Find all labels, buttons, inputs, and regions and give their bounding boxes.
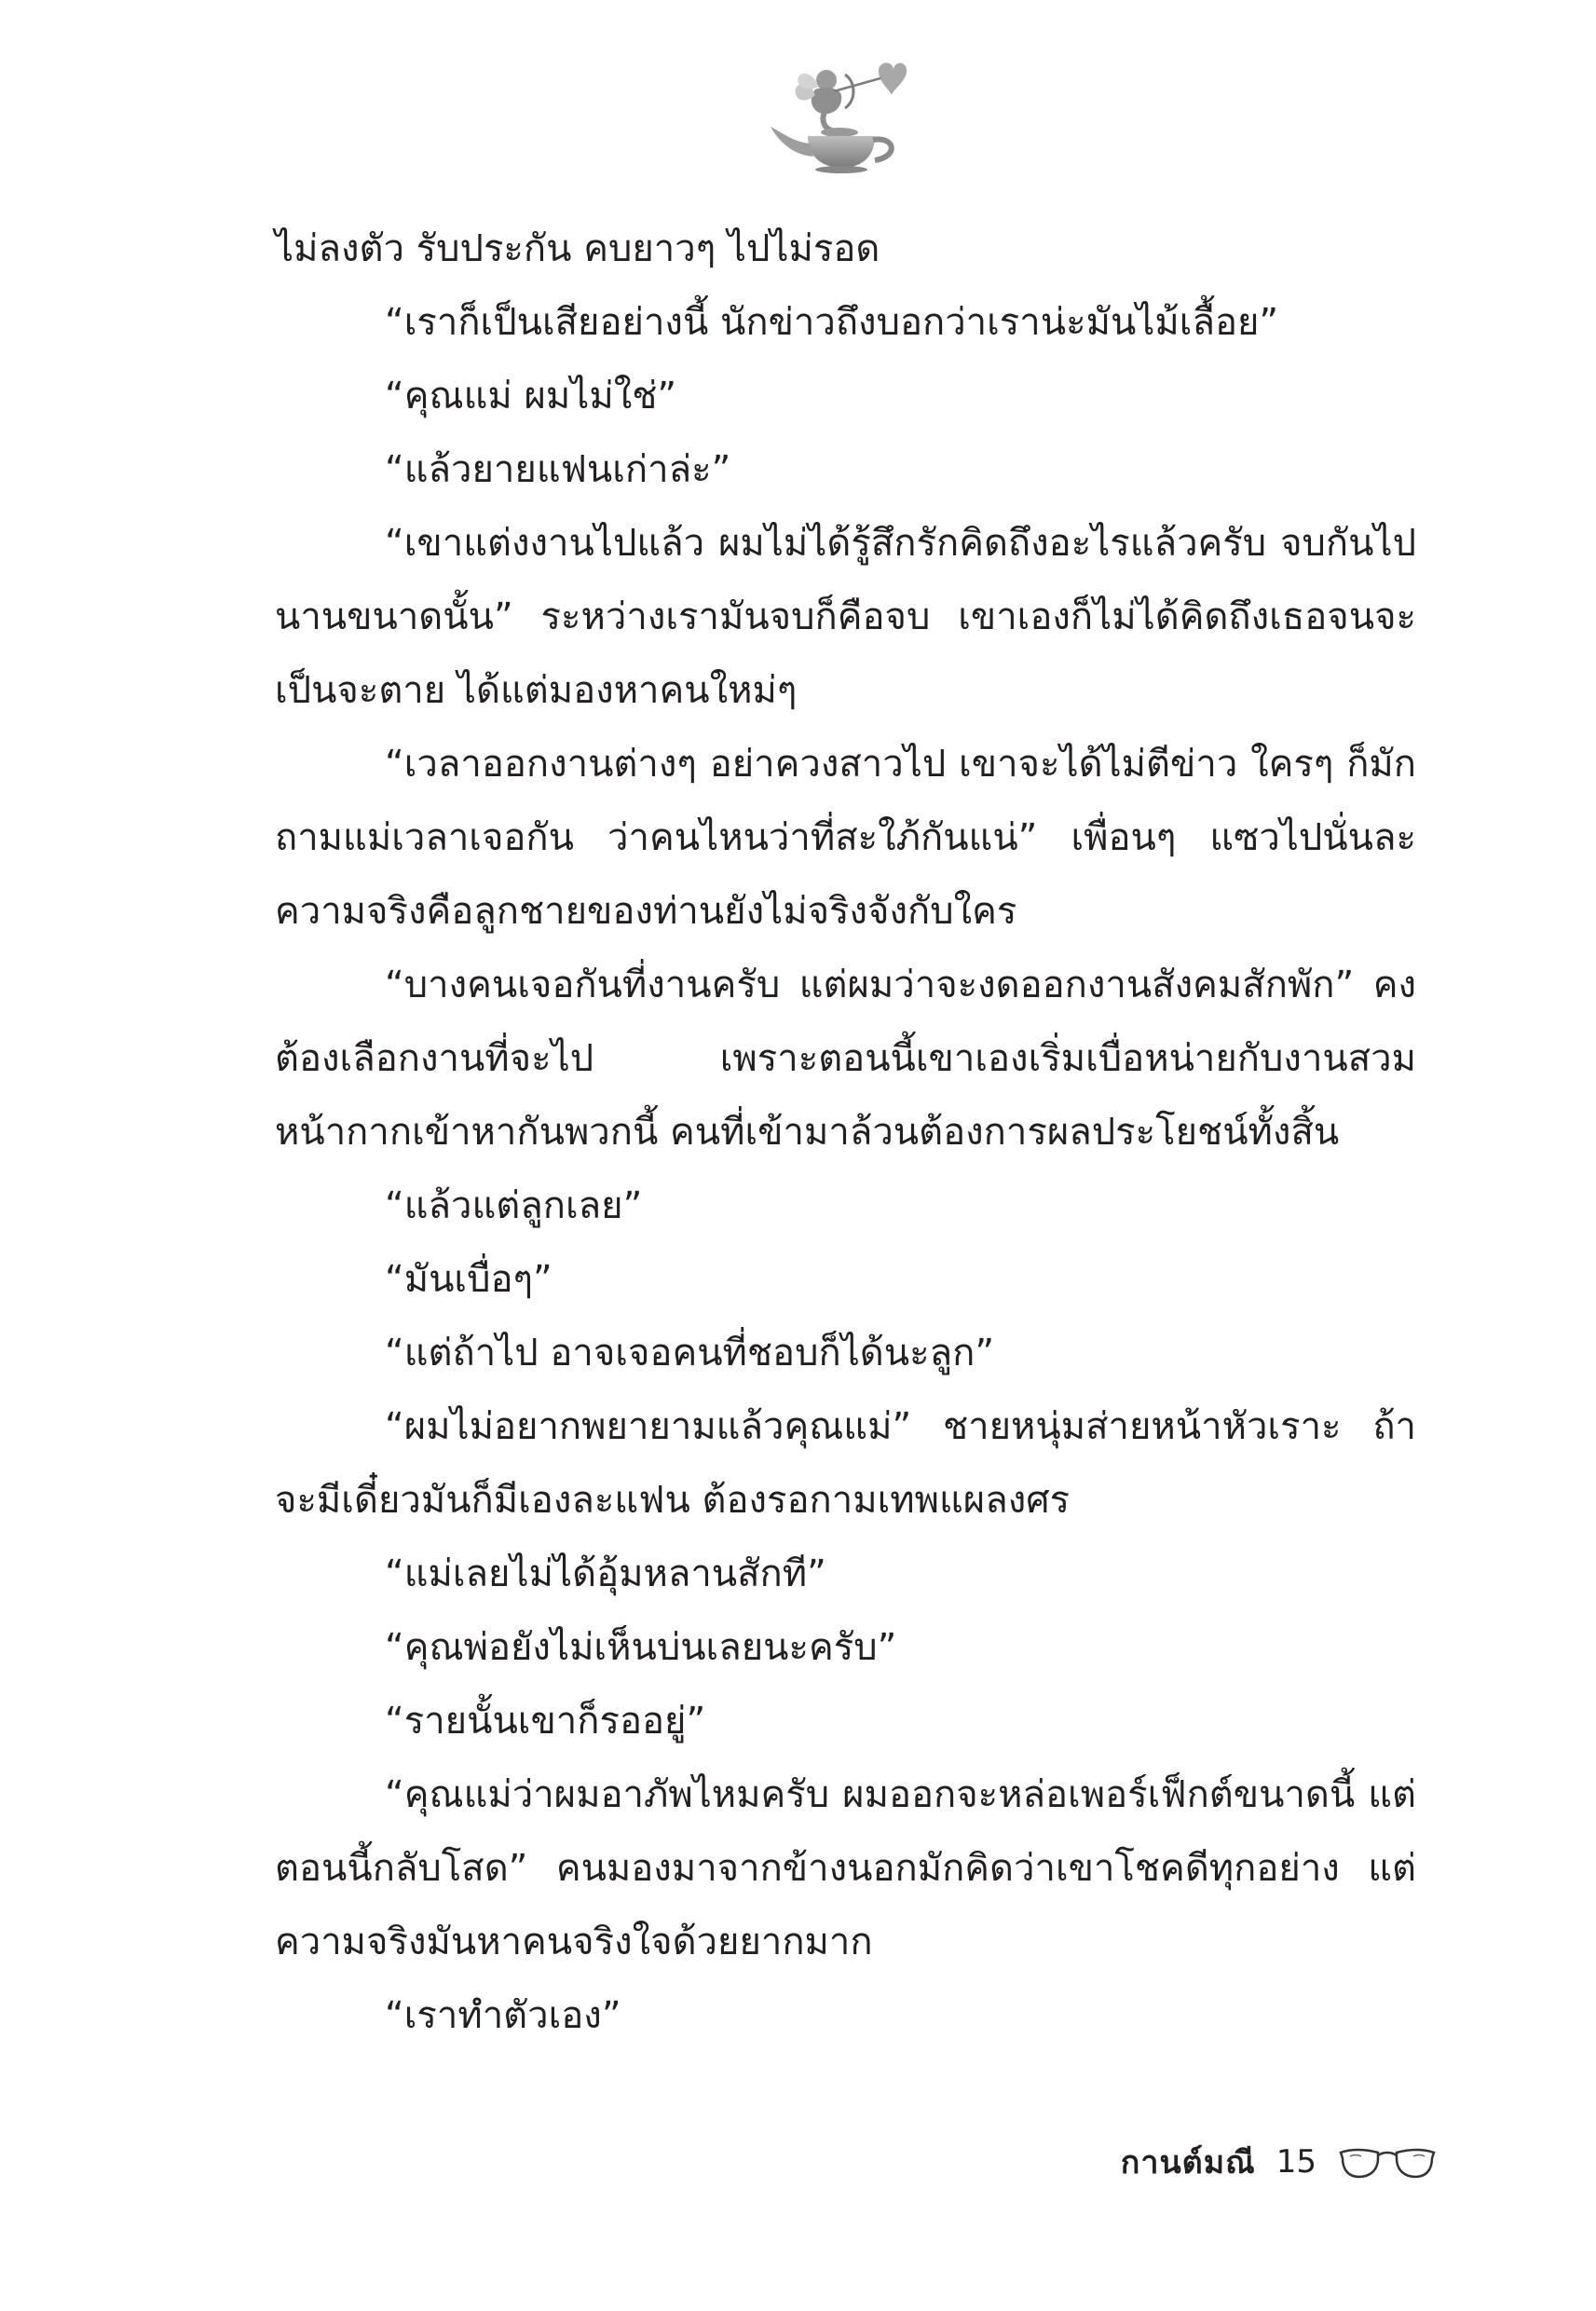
paragraph: “รายนั้นเขาก็รออยู่” — [385, 1700, 706, 1743]
paragraph: “มันเบื่อๆ” — [385, 1258, 552, 1301]
paragraph: “เราก็เป็นเสียอย่างนี้ นักข่าวถึงบอกว่าเราน่ะมันไม้เลื้อย” — [385, 301, 1279, 344]
glasses-icon — [1337, 2143, 1438, 2181]
paragraph: “แต่ถ้าไป อาจเจอคนที่ชอบก็ได้นะลูก” — [385, 1332, 995, 1374]
paragraph: “เขาแต่งงานไปแล้ว ผมไม่ได้รู้สึกรักคิดถึงอะไรแล้วครับ จบกันไปนานขนาดนั้น” ระหว่างเรามันจบก็คือจบ เขาเองก็ไม่ได้คิดถึงเธอจนจะเป็นจะตาย ได้แต่มองหาคนใหม่ๆ — [275, 522, 1416, 712]
book-title: กานต์มณี — [1120, 2144, 1256, 2181]
paragraph: “แล้วยายแฟนเก่าล่ะ” — [385, 448, 731, 491]
cupid-teapot-ornament-icon — [759, 54, 918, 175]
page-footer — [1121, 2134, 1438, 2190]
paragraph: “คุณแม่ ผมไม่ใช่” — [385, 375, 677, 417]
paragraph: “แล้วแต่ลูกเลย” — [385, 1184, 643, 1227]
paragraph: “บางคนเจอกันที่งานครับ แต่ผมว่าจะงดออกงานสังคมสักพัก” คงต้องเลือกงานที่จะไป เพราะตอนนี้เขาเองเริ่มเบื่อหน่ายกับงานสวมหน้ากากเข้าหากันพวกนี้ คนที่เข้ามาล้วนต้องการผลประโยชน์ทั้งสิ้น — [275, 964, 1416, 1154]
paragraph: ไม่ลงตัว รับประกัน คบยาวๆ ไปไม่รอด — [275, 227, 880, 270]
paragraph: “เวลาออกงานต่างๆ อย่าควงสาวไป เขาจะได้ไม่ตีข่าว ใครๆ ก็มักถามแม่เวลาเจอกัน ว่าคนไหนว่าที่สะใภ้กันแน่” เพื่อนๆ แซวไปนั่นละ ความจริงคือลูกชายของท่านยังไม่จริงจังกับใคร — [275, 743, 1416, 933]
body-text — [275, 212, 1416, 2053]
page-number: 15 — [1275, 2143, 1316, 2181]
paragraph: “แม่เลยไม่ได้อุ้มหลานสักที” — [385, 1552, 826, 1595]
paragraph: “คุณพ่อยังไม่เห็นบ่นเลยนะครับ” — [385, 1626, 897, 1669]
paragraph: “คุณแม่ว่าผมอาภัพไหมครับ ผมออกจะหล่อเพอร์เฟ็กต์ขนาดนี้ แต่ตอนนี้กลับโสด” คนมองมาจากข้างนอกมักคิดว่าเขาโชคดีทุกอย่าง แต่ความจริงมันหาคนจริงใจด้วยยากมาก — [275, 1773, 1416, 1963]
paragraph: “เราทำตัวเอง” — [385, 1994, 621, 2037]
paragraph: “ผมไม่อยากพยายามแล้วคุณแม่” ชายหนุ่มส่ายหน้าหัวเราะ ถ้าจะมีเดี๋ยวมันก็มีเองละแฟน ต้องรอกามเทพแผลงศร — [275, 1405, 1416, 1522]
